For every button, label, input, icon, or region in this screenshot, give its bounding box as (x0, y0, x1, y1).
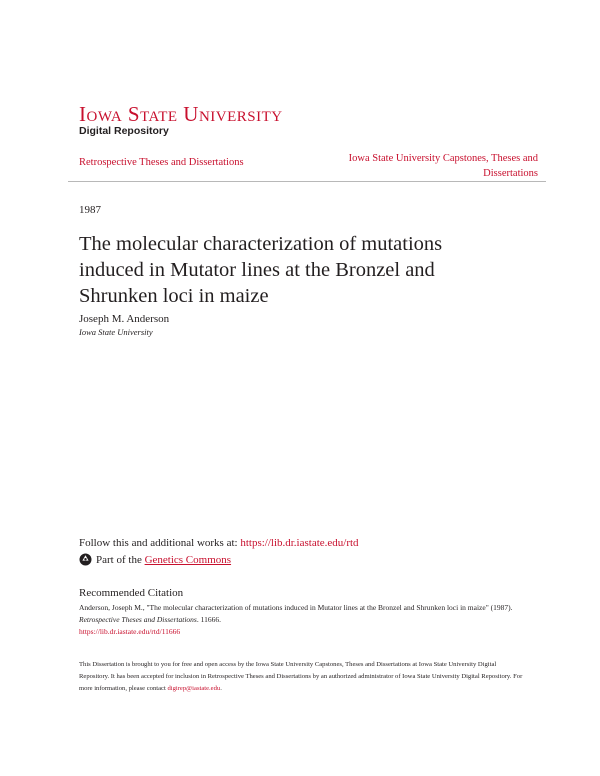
citation-text (79, 602, 519, 638)
citation-url-link[interactable]: https://lib.dr.iastate.edu/rtd/11666 (79, 627, 181, 636)
citation-body: Anderson, Joseph M., "The molecular characterization of mutations induced in Mutator lines at the Bronzel and Shrunken loci in maize" (1987). (79, 603, 513, 612)
author-name: Joseph M. Anderson (79, 313, 170, 325)
access-notice (79, 659, 524, 695)
follow-line (79, 537, 359, 549)
university-logo: Iowa State University (79, 102, 283, 126)
capstones-theses-link[interactable]: Iowa State University Capstones, Theses and Dissertations (348, 153, 538, 179)
part-of-prefix: Part of the (96, 553, 142, 566)
publication-year: 1987 (79, 204, 101, 216)
recommended-citation-heading: Recommended Citation (79, 587, 184, 599)
notice-end: . (220, 685, 222, 692)
notice-text: This Dissertation is brought to you for free and open access by the Iowa State University Capstones, Theses and Dissertations at Iowa State University Digital Repository. It has been accepted for inclusion in Retrospective Theses and Dissertations by an authorized administrator of Iowa State University Digital Repository. For more information, please contact (79, 661, 523, 692)
retrospective-theses-link[interactable]: Retrospective Theses and Dissertations (79, 157, 244, 168)
follow-prefix: Follow this and additional works at: (79, 537, 241, 549)
document-title: The molecular characterization of mutations induced in Mutator lines at the Bronzel and Shrunken loci in maize (79, 233, 443, 307)
repository-name: Digital Repository (79, 125, 169, 137)
part-of-line (79, 553, 231, 566)
citation-number: . 11666. (196, 615, 221, 624)
follow-url-link[interactable]: https://lib.dr.iastate.edu/rtd (240, 537, 359, 549)
header-divider (68, 181, 546, 182)
contact-email-link[interactable]: digirep@iastate.edu (167, 685, 221, 692)
creative-commons-icon (79, 553, 92, 566)
genetics-commons-link[interactable]: Genetics Commons (144, 553, 232, 566)
author-affiliation: Iowa State University (79, 327, 153, 337)
citation-series: Retrospective Theses and Dissertations (79, 615, 197, 624)
